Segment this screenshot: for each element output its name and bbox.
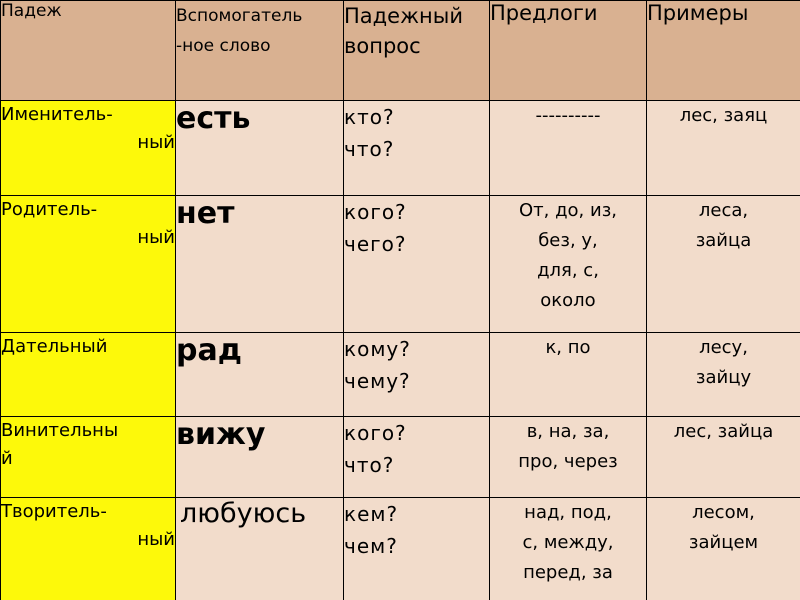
preposition-line: без, у,	[538, 230, 598, 251]
case-name-line: ный	[137, 132, 175, 153]
preposition-line: около	[540, 290, 596, 311]
example-line: зайцем	[688, 532, 759, 553]
table-row	[1, 101, 800, 196]
question-line: чем?	[344, 534, 398, 558]
table-row	[1, 333, 800, 417]
prepositions-cell	[490, 417, 647, 498]
question-line: кого?	[344, 200, 407, 224]
case-name-line: Творитель-	[1, 501, 107, 522]
preposition-line: к, по	[545, 337, 591, 358]
helper-word-cell: нет	[176, 196, 344, 333]
case-name-line: ный	[137, 529, 175, 550]
example-line: леса,	[698, 200, 749, 221]
case-name-line: ный	[137, 227, 175, 248]
question-cell	[344, 417, 490, 498]
header-helper-word	[176, 1, 344, 101]
table-row	[1, 417, 800, 498]
helper-word-cell: рад	[176, 333, 344, 417]
prepositions-cell	[490, 333, 647, 417]
preposition-line: про, через	[518, 451, 618, 472]
preposition-line: ----------	[535, 105, 601, 126]
case-name-cell	[1, 101, 176, 196]
header-question-line: Падежный	[344, 4, 463, 28]
header-case: Падеж	[1, 1, 176, 101]
prepositions-cell	[490, 101, 647, 196]
case-name-line: Именитель-	[1, 104, 113, 125]
question-line: что?	[344, 137, 395, 161]
case-name-cell	[1, 333, 176, 417]
preposition-line: с, между,	[522, 532, 614, 553]
header-question-line: вопрос	[344, 34, 421, 58]
case-name-line: Родитель-	[1, 199, 98, 220]
question-line: кого?	[344, 421, 407, 445]
question-line: кем?	[344, 502, 399, 526]
example-line: зайцу	[695, 367, 752, 388]
case-name-line: й	[1, 448, 13, 469]
prepositions-cell	[490, 196, 647, 333]
case-name-cell	[1, 498, 176, 600]
examples-cell	[647, 196, 800, 333]
preposition-line: перед, за	[523, 562, 613, 583]
table-row	[1, 498, 800, 600]
table-row	[1, 196, 800, 333]
header-helper-line: -ное слово	[176, 36, 271, 56]
header-case-question	[344, 1, 490, 101]
case-name-cell	[1, 417, 176, 498]
helper-word-cell: есть	[176, 101, 344, 196]
preposition-line: От, до, из,	[519, 200, 617, 221]
question-line: кто?	[344, 105, 395, 129]
case-name-cell	[1, 196, 176, 333]
preposition-line: для, с,	[537, 260, 599, 281]
question-cell	[344, 196, 490, 333]
examples-cell	[647, 498, 800, 600]
header-helper-line: Вспомогатель	[176, 6, 303, 26]
question-cell	[344, 498, 490, 600]
header-prepositions: Предлоги	[490, 1, 647, 101]
case-name-line: Дательный	[1, 336, 108, 357]
question-line: что?	[344, 453, 395, 477]
preposition-line: в, на, за,	[526, 421, 610, 442]
example-line: лес, заяц	[679, 105, 768, 126]
question-line: чего?	[344, 232, 407, 256]
examples-cell	[647, 333, 800, 417]
example-line: зайца	[695, 230, 752, 251]
question-line: кому?	[344, 337, 411, 361]
example-line: лесом,	[692, 502, 755, 523]
prepositions-cell	[490, 498, 647, 600]
examples-cell	[647, 417, 800, 498]
helper-word-cell: вижу	[176, 417, 344, 498]
header-row	[1, 1, 800, 101]
question-cell	[344, 101, 490, 196]
example-line: лесу,	[699, 337, 748, 358]
example-line: лес, зайца	[673, 421, 774, 442]
case-name-line: Винительны	[1, 420, 119, 441]
preposition-line: над, под,	[524, 502, 612, 523]
question-line: чему?	[344, 369, 411, 393]
helper-word-cell: любуюсь	[176, 498, 344, 600]
question-cell	[344, 333, 490, 417]
header-examples: Примеры	[647, 1, 800, 101]
examples-cell	[647, 101, 800, 196]
